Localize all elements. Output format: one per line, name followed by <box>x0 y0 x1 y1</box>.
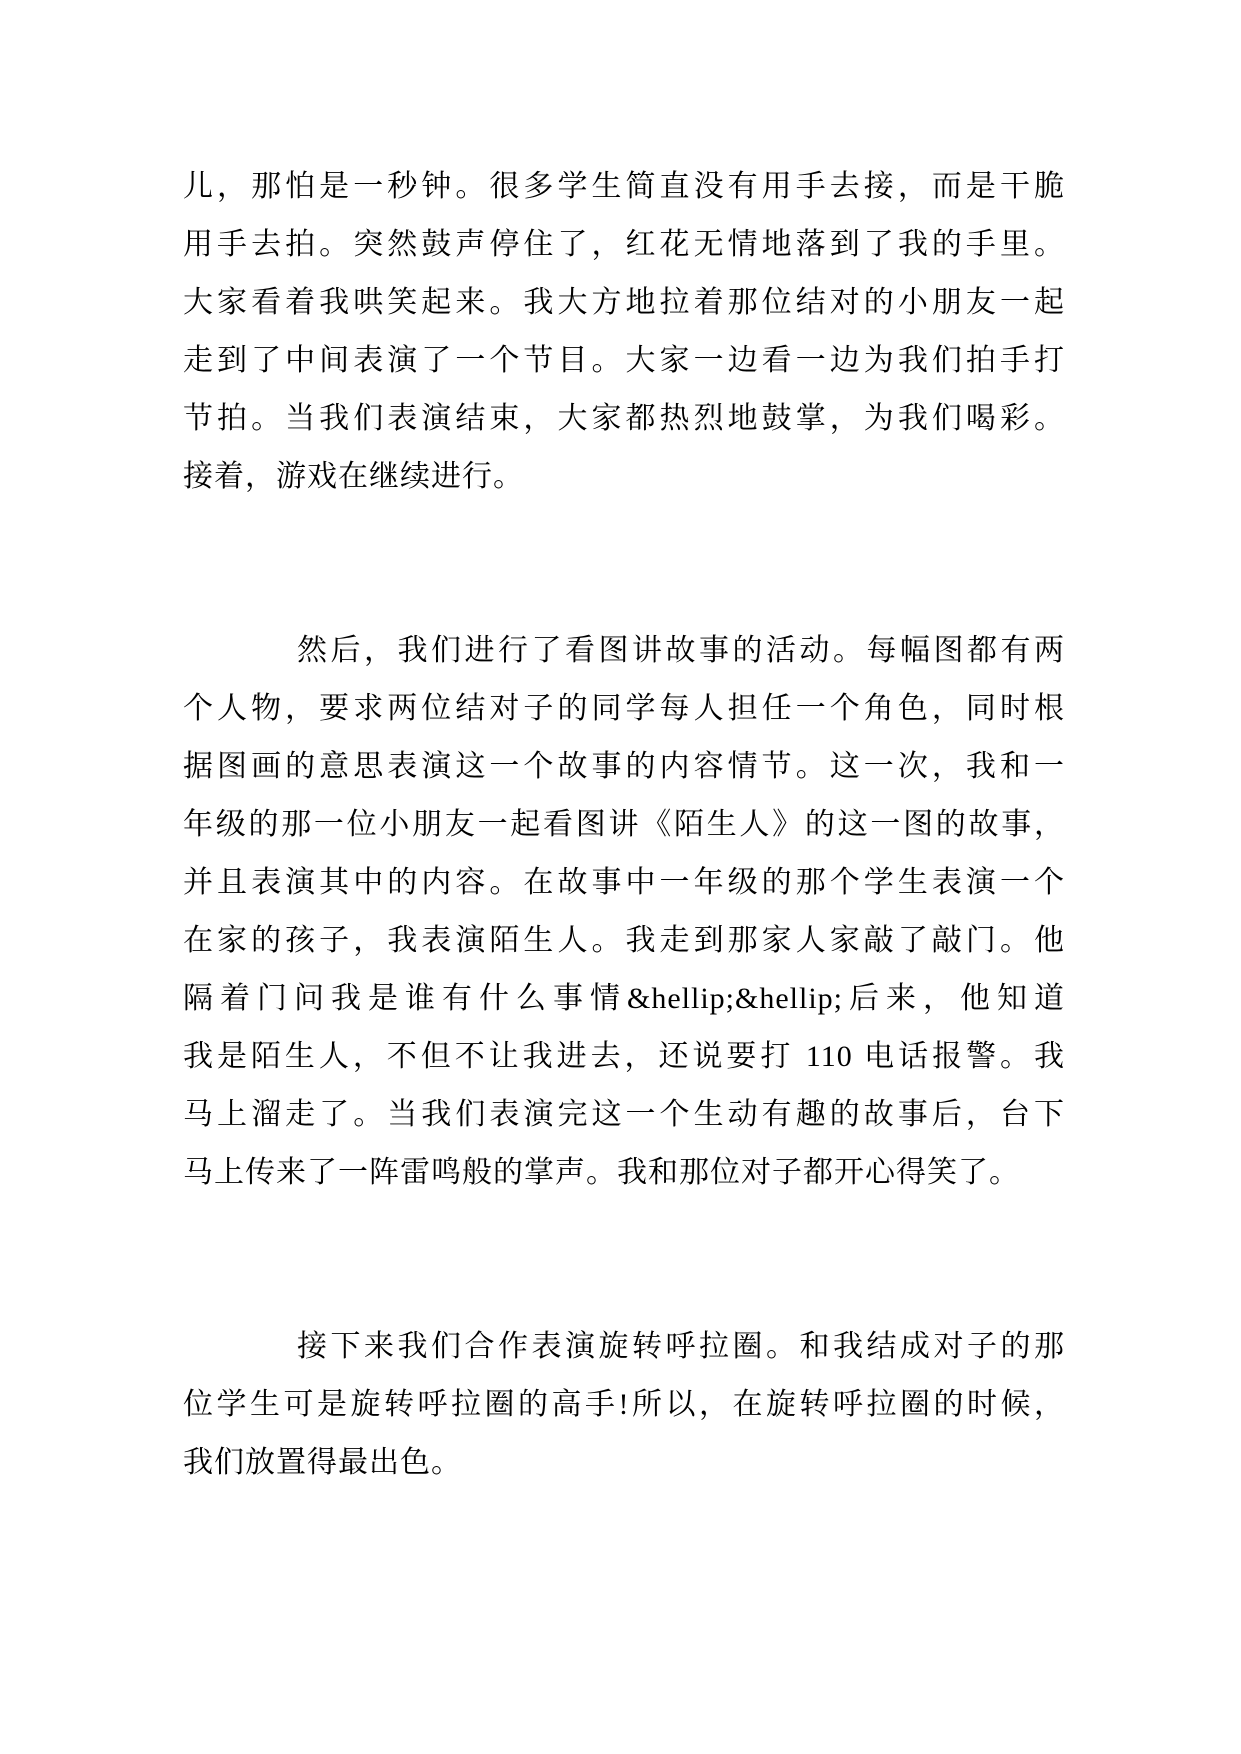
text-line: 马上传来了一阵雷鸣般的掌声。我和那位对子都开心得笑了。 <box>183 1156 1020 1189</box>
paragraph <box>183 1318 1065 1492</box>
text-line: 儿，那怕是一秒钟。很多学生简直没有用手去接，而是干脆 <box>183 170 1065 203</box>
text-line: 年级的那一位小朋友一起看图讲《陌生人》的这一图的故事， <box>183 808 1065 841</box>
text-line: 在家的孩子，我表演陌生人。我走到那家人家敲了敲门。他 <box>183 924 1065 957</box>
text-line: 节拍。当我们表演结束，大家都热烈地鼓掌，为我们喝彩。 <box>183 402 1065 435</box>
text-line: 我是陌生人，不但不让我进去，还说要打 110 电话报警。我 <box>183 1040 1065 1073</box>
text-line: 隔着门问我是谁有什么事情&hellip;&hellip;后来，他知道 <box>183 982 1065 1015</box>
text-line: 据图画的意思表演这一个故事的内容情节。这一次，我和一 <box>183 750 1065 783</box>
text-line: 马上溜走了。当我们表演完这一个生动有趣的故事后，台下 <box>183 1098 1065 1131</box>
text-line: 接着，游戏在继续进行。 <box>183 460 524 493</box>
text-line: 大家看着我哄笑起来。我大方地拉着那位结对的小朋友一起 <box>183 286 1065 319</box>
text-line: 个人物，要求两位结对子的同学每人担任一个角色，同时根 <box>183 692 1065 725</box>
text-line: 走到了中间表演了一个节目。大家一边看一边为我们拍手打 <box>183 344 1065 377</box>
text-line: 并且表演其中的内容。在故事中一年级的那个学生表演一个 <box>183 866 1065 899</box>
essay-text-block <box>183 158 1065 1492</box>
text-line: 位学生可是旋转呼拉圈的高手!所以，在旋转呼拉圈的时候， <box>183 1388 1065 1421</box>
paragraph <box>183 158 1065 506</box>
paragraph <box>183 622 1065 1202</box>
text-line: 接下来我们合作表演旋转呼拉圈。和我结成对子的那 <box>297 1330 1065 1363</box>
text-line: 我们放置得最出色。 <box>183 1446 462 1479</box>
text-line: 用手去拍。突然鼓声停住了，红花无情地落到了我的手里。 <box>183 228 1065 261</box>
text-line: 然后，我们进行了看图讲故事的活动。每幅图都有两 <box>297 634 1065 667</box>
